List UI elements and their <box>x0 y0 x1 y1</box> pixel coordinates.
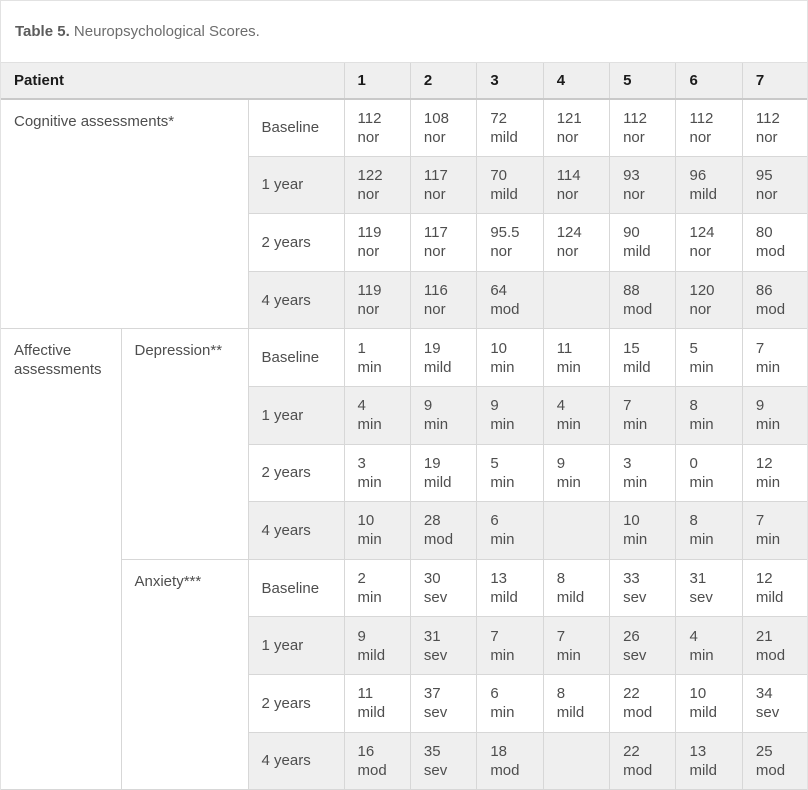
score-cell <box>676 732 742 790</box>
score-value: 9 <box>490 397 499 415</box>
score-grade: min <box>423 416 449 434</box>
score-cell <box>610 444 676 502</box>
patient-col-header: 4 <box>543 63 609 99</box>
score-grade: nor <box>623 185 645 203</box>
period-cell: 4 years <box>248 732 344 790</box>
header-row <box>1 63 808 99</box>
score-grade: min <box>556 473 581 491</box>
score-value: 13 <box>490 570 507 588</box>
score-cell <box>410 386 476 444</box>
score-grade: min <box>357 531 382 549</box>
score-grade: mod <box>623 761 653 779</box>
score-cell <box>344 502 410 560</box>
score-value: 18 <box>490 742 507 760</box>
score-grade: min <box>490 358 515 376</box>
score-value: 114 <box>556 166 581 184</box>
score-value: 9 <box>423 397 433 415</box>
score-value: 19 <box>423 339 441 357</box>
score-cell <box>610 99 676 157</box>
score-grade: nor <box>423 128 446 146</box>
score-cell <box>610 214 676 272</box>
score-grade: nor <box>556 128 579 146</box>
score-value: 8 <box>689 512 698 530</box>
period-cell: 1 year <box>248 617 344 675</box>
score-cell <box>477 271 543 329</box>
score-grade: sev <box>423 646 448 664</box>
score-grade: mild <box>755 589 784 607</box>
score-value: 15 <box>623 339 640 357</box>
score-cell <box>344 559 410 617</box>
score-cell <box>676 674 742 732</box>
score-grade: mild <box>689 761 717 779</box>
score-value: 10 <box>357 512 375 530</box>
score-value: 88 <box>623 282 640 300</box>
score-cell <box>676 214 742 272</box>
score-cell <box>676 444 742 502</box>
score-cell <box>610 156 676 214</box>
score-cell <box>610 329 676 387</box>
score-cell <box>344 444 410 502</box>
score-grade: mild <box>357 646 386 664</box>
score-value: 112 <box>623 109 648 127</box>
period-cell: Baseline <box>248 559 344 617</box>
patient-col-header: 1 <box>344 63 410 99</box>
score-value: 119 <box>357 224 382 242</box>
score-cell <box>742 99 808 157</box>
score-value: 28 <box>423 512 441 530</box>
score-cell <box>344 99 410 157</box>
score-cell <box>610 271 676 329</box>
score-cell <box>410 732 476 790</box>
score-grade: mild <box>623 358 651 376</box>
score-cell <box>477 559 543 617</box>
score-cell <box>410 674 476 732</box>
score-cell <box>543 329 609 387</box>
subgroup-label-cell: Depression** <box>121 329 248 559</box>
score-cell <box>610 559 676 617</box>
score-value: 116 <box>423 282 448 300</box>
score-value: 10 <box>490 339 507 357</box>
score-grade: min <box>755 531 781 549</box>
score-cell <box>477 214 543 272</box>
score-cell <box>610 386 676 444</box>
score-grade: min <box>755 416 781 434</box>
score-cell <box>410 559 476 617</box>
score-cell <box>742 156 808 214</box>
score-value: 80 <box>755 224 773 242</box>
score-grade: nor <box>689 128 712 146</box>
score-cell <box>742 271 808 329</box>
score-grade: mild <box>357 704 386 722</box>
score-value: 8 <box>556 685 566 703</box>
score-grade: min <box>623 531 648 549</box>
score-grade: min <box>689 473 714 491</box>
score-cell <box>543 732 609 790</box>
score-grade: nor <box>755 128 778 146</box>
score-value: 7 <box>556 627 566 645</box>
score-grade: mild <box>689 185 717 203</box>
score-cell <box>477 329 543 387</box>
score-cell <box>477 99 543 157</box>
patient-col-header: 3 <box>477 63 543 99</box>
period-cell: 2 years <box>248 674 344 732</box>
score-grade: nor <box>357 128 380 146</box>
score-grade: min <box>357 358 382 376</box>
score-grade: mild <box>556 589 585 607</box>
patient-col-header: 2 <box>410 63 476 99</box>
score-value: 10 <box>689 685 707 703</box>
period-cell: 2 years <box>248 214 344 272</box>
score-value: 112 <box>755 109 780 127</box>
period-cell: 4 years <box>248 502 344 560</box>
table-body <box>1 99 808 790</box>
score-grade: mild <box>689 704 717 722</box>
score-value: 11 <box>556 339 573 357</box>
score-grade: sev <box>423 761 448 779</box>
score-value: 117 <box>423 224 448 242</box>
score-value: 93 <box>623 166 640 184</box>
table-row <box>1 99 808 157</box>
score-value: 19 <box>423 454 441 472</box>
score-grade: mild <box>623 243 651 261</box>
score-cell <box>676 329 742 387</box>
score-cell <box>344 329 410 387</box>
score-value: 16 <box>357 742 375 760</box>
score-value: 37 <box>423 685 441 703</box>
score-value: 13 <box>689 742 707 760</box>
score-value: 12 <box>755 454 773 472</box>
score-grade: min <box>357 416 382 434</box>
score-cell <box>543 214 609 272</box>
score-cell <box>742 617 808 675</box>
score-cell <box>742 502 808 560</box>
score-value: 10 <box>623 512 640 530</box>
score-value: 33 <box>623 570 640 588</box>
period-cell: Baseline <box>248 99 344 157</box>
neuropsych-scores-table <box>1 62 808 790</box>
score-grade: mod <box>423 531 454 549</box>
score-cell <box>477 444 543 502</box>
score-grade: mild <box>423 358 452 376</box>
score-cell <box>543 444 609 502</box>
score-grade: mild <box>423 473 452 491</box>
score-grade: nor <box>755 185 778 203</box>
score-cell <box>676 386 742 444</box>
score-value: 5 <box>689 339 698 357</box>
score-cell <box>543 617 609 675</box>
score-cell <box>344 386 410 444</box>
score-grade: sev <box>623 589 647 607</box>
score-value: 122 <box>357 166 383 184</box>
score-cell <box>410 444 476 502</box>
score-value: 124 <box>689 224 715 242</box>
score-cell <box>543 156 609 214</box>
score-cell <box>477 732 543 790</box>
score-cell <box>742 329 808 387</box>
score-grade: mod <box>623 301 653 319</box>
score-grade: mod <box>755 646 786 664</box>
score-grade: min <box>490 416 515 434</box>
score-cell <box>610 617 676 675</box>
table-row <box>1 329 808 387</box>
score-grade: nor <box>423 185 446 203</box>
score-value: 8 <box>689 397 698 415</box>
score-value: 30 <box>423 570 441 588</box>
score-cell <box>410 502 476 560</box>
score-cell <box>344 732 410 790</box>
score-value: 119 <box>357 282 382 300</box>
score-grade: nor <box>689 301 712 319</box>
period-cell: 2 years <box>248 444 344 502</box>
patient-col-header: 5 <box>610 63 676 99</box>
score-grade: nor <box>490 243 512 261</box>
score-cell <box>676 156 742 214</box>
score-value: 72 <box>490 109 507 127</box>
score-grade: sev <box>423 589 448 607</box>
score-cell <box>344 271 410 329</box>
score-grade: mild <box>490 589 518 607</box>
score-value: 112 <box>357 109 382 127</box>
score-value: 120 <box>689 282 715 300</box>
score-cell <box>676 271 742 329</box>
score-cell <box>543 559 609 617</box>
score-grade: min <box>490 646 515 664</box>
score-cell <box>410 271 476 329</box>
score-cell <box>742 444 808 502</box>
score-value: 124 <box>556 224 582 242</box>
score-cell <box>543 271 609 329</box>
score-cell <box>410 329 476 387</box>
score-value: 21 <box>755 627 773 645</box>
score-grade: min <box>689 646 714 664</box>
score-cell <box>477 617 543 675</box>
score-value: 121 <box>556 109 582 127</box>
score-grade: min <box>623 416 648 434</box>
score-value: 12 <box>755 570 773 588</box>
score-cell <box>344 617 410 675</box>
score-cell <box>742 732 808 790</box>
score-cell <box>610 674 676 732</box>
score-cell <box>610 502 676 560</box>
score-value: 70 <box>490 166 507 184</box>
score-value: 9 <box>755 397 765 415</box>
score-cell <box>742 674 808 732</box>
period-cell: 4 years <box>248 271 344 329</box>
score-value: 11 <box>357 685 374 703</box>
score-cell <box>676 502 742 560</box>
score-value: 64 <box>490 282 507 300</box>
score-value: 35 <box>423 742 441 760</box>
score-grade: min <box>689 416 714 434</box>
score-cell <box>742 214 808 272</box>
score-grade: nor <box>556 243 579 261</box>
score-value: 3 <box>357 454 366 472</box>
period-cell: 1 year <box>248 386 344 444</box>
score-grade: min <box>689 358 714 376</box>
score-grade: min <box>490 704 515 722</box>
score-value: 34 <box>755 685 773 703</box>
score-grade: mild <box>556 704 585 722</box>
score-value: 4 <box>689 627 698 645</box>
score-value: 6 <box>490 685 499 703</box>
score-grade: nor <box>689 243 712 261</box>
score-cell <box>543 99 609 157</box>
score-grade: nor <box>423 243 446 261</box>
score-cell <box>477 502 543 560</box>
subgroup-label-cell: Anxiety*** <box>121 559 248 789</box>
score-grade: min <box>556 646 581 664</box>
score-grade: nor <box>357 301 380 319</box>
score-cell <box>543 386 609 444</box>
score-grade: mod <box>623 704 653 722</box>
score-value: 7 <box>755 339 765 357</box>
score-cell <box>477 674 543 732</box>
score-value: 22 <box>623 685 640 703</box>
score-grade: mild <box>490 128 518 146</box>
score-value: 7 <box>490 627 499 645</box>
score-cell <box>410 156 476 214</box>
score-grade: min <box>357 473 382 491</box>
score-cell <box>410 99 476 157</box>
patient-col-header: 6 <box>676 63 742 99</box>
table-caption <box>1 1 807 62</box>
score-value: 86 <box>755 282 773 300</box>
score-cell <box>676 617 742 675</box>
score-cell <box>344 674 410 732</box>
score-grade: min <box>357 589 382 607</box>
score-grade: nor <box>556 185 579 203</box>
table-caption-title: Neuropsychological Scores. <box>73 23 260 40</box>
score-cell <box>344 156 410 214</box>
score-value: 90 <box>623 224 640 242</box>
score-value: 112 <box>689 109 714 127</box>
score-cell <box>477 386 543 444</box>
score-grade: mod <box>755 761 786 779</box>
score-value: 7 <box>755 512 765 530</box>
score-grade: sev <box>689 589 713 607</box>
score-value: 108 <box>423 109 449 127</box>
score-value: 4 <box>556 397 566 415</box>
score-grade: nor <box>357 185 380 203</box>
score-grade: min <box>556 358 581 376</box>
score-grade: min <box>556 416 581 434</box>
group-label-cell: Affective assessments <box>1 329 121 790</box>
group-label-cell: Cognitive assessments* <box>1 99 248 329</box>
score-grade: nor <box>357 243 380 261</box>
score-value: 5 <box>490 454 499 472</box>
score-value: 26 <box>623 627 640 645</box>
score-value: 31 <box>689 570 707 588</box>
score-cell <box>742 386 808 444</box>
score-value: 31 <box>423 627 441 645</box>
score-value: 2 <box>357 570 366 588</box>
score-grade: mod <box>357 761 387 779</box>
period-cell: 1 year <box>248 156 344 214</box>
score-grade: sev <box>623 646 647 664</box>
score-cell <box>742 559 808 617</box>
score-cell <box>543 674 609 732</box>
score-value: 6 <box>490 512 499 530</box>
score-value: 8 <box>556 570 566 588</box>
score-grade: min <box>755 473 781 491</box>
table-row <box>1 559 808 617</box>
score-grade: min <box>755 358 781 376</box>
score-value: 7 <box>623 397 632 415</box>
score-value: 9 <box>556 454 566 472</box>
score-cell <box>610 732 676 790</box>
score-cell <box>477 156 543 214</box>
score-grade: nor <box>623 128 645 146</box>
score-cell <box>543 502 609 560</box>
score-value: 1 <box>357 339 366 357</box>
score-grade: sev <box>755 704 780 722</box>
score-cell <box>344 214 410 272</box>
table-caption-label: Table 5. <box>15 23 70 40</box>
score-grade: mod <box>490 301 520 319</box>
score-cell <box>410 617 476 675</box>
score-value: 95.5 <box>490 224 520 242</box>
score-grade: mod <box>755 243 786 261</box>
score-value: 25 <box>755 742 773 760</box>
score-value: 3 <box>623 454 632 472</box>
score-grade: mod <box>755 301 786 319</box>
score-cell <box>676 99 742 157</box>
score-grade: min <box>490 531 515 549</box>
patient-col-header: 7 <box>742 63 808 99</box>
score-value: 9 <box>357 627 366 645</box>
score-grade: min <box>623 473 648 491</box>
score-cell <box>410 214 476 272</box>
score-grade: mod <box>490 761 520 779</box>
score-value: 117 <box>423 166 448 184</box>
period-cell: Baseline <box>248 329 344 387</box>
score-cell <box>676 559 742 617</box>
score-value: 4 <box>357 397 366 415</box>
score-grade: nor <box>423 301 446 319</box>
score-value: 96 <box>689 166 707 184</box>
score-value: 0 <box>689 454 698 472</box>
patient-header-cell: Patient <box>1 63 344 99</box>
score-grade: mild <box>490 185 518 203</box>
score-grade: min <box>490 473 515 491</box>
score-value: 22 <box>623 742 640 760</box>
score-value: 95 <box>755 166 773 184</box>
score-grade: sev <box>423 704 448 722</box>
score-grade: min <box>689 531 714 549</box>
